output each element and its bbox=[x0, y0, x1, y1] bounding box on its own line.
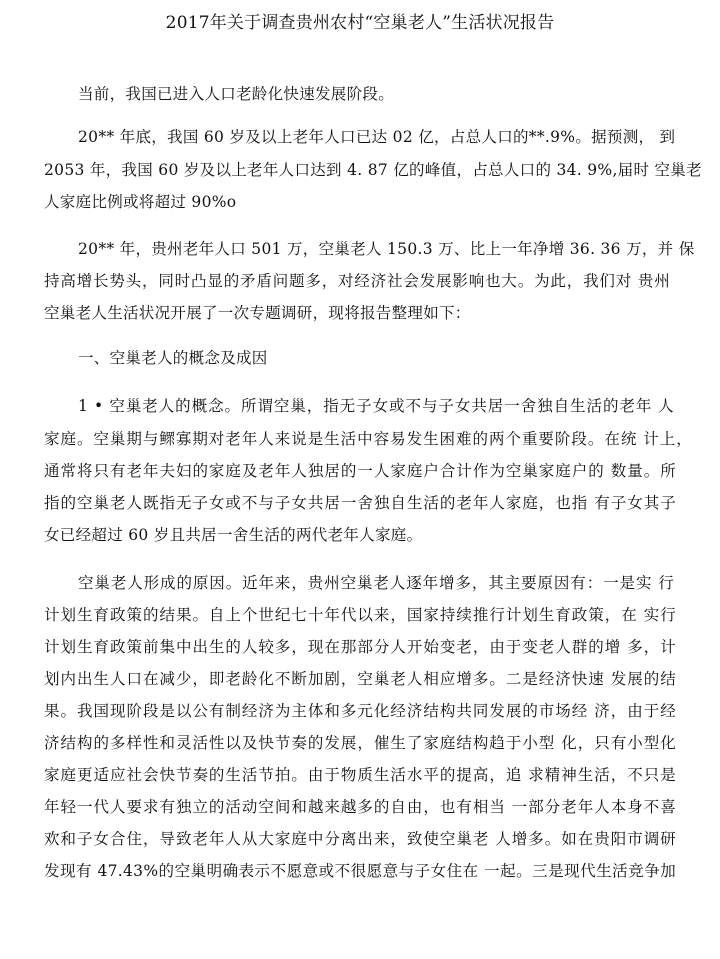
paragraph-line: 当前，我国已进入人口老龄化快速发展阶段。 bbox=[78, 85, 395, 103]
paragraph-line: 人家庭比例或将超过 90%o bbox=[44, 193, 237, 211]
paragraph-line: 指的空巢老人既指无子女或不与子女共居一舍独自生活的老年人家庭，也指 有子女其子 bbox=[44, 494, 676, 512]
paragraph-line: 空巢老人形成的原因。近年来，贵州空巢老人逐年增多，其主要原因有：一是实 行 bbox=[78, 574, 674, 592]
paragraph-line: 划内出生人口在减少，即老龄化不断加剧，空巢老人相应增多。二是经济快速 发展的结 bbox=[44, 670, 676, 688]
paragraph-line: 女已经超过 60 岁且共居一舍生活的两代老年人家庭。 bbox=[44, 526, 423, 544]
paragraph-line: 家庭。空巢期与鳏寡期对老年人来说是生活中容易发生困难的两个重要阶段。在统 计上， bbox=[44, 430, 692, 448]
paragraph-line: 通常将只有老年夫妇的家庭及老年人独居的一人家庭户合计作为空巢家庭户的 数量。所 bbox=[44, 462, 676, 480]
paragraph-line: 济结构的多样性和灵活性以及快节奏的发展，催生了家庭结构趋于小型 化，只有小型化 bbox=[44, 734, 676, 752]
paragraph-line: 果。我国现阶段是以公有制经济为主体和多元化经济结构共同发展的市场经 济，由于经 bbox=[44, 702, 676, 720]
paragraph-line: 家庭更适应社会快节奏的生活节拍。由于物质生活水平的提高，追 求精神生活，不只是 bbox=[44, 766, 676, 784]
paragraph-line: 20** 年底，我国 60 岁及以上老年人口已达 02 亿，占总人口的**.9%。据预测， 到 bbox=[78, 128, 676, 146]
paragraph-line: 2053 年，我国 60 岁及以上老年人口达到 4. 87 亿的峰值，占总人口的 34. 9%,届时 空巢老 bbox=[44, 161, 702, 179]
paragraph-line: 空巢老人生活状况开展了一次专题调研，现将报告整理如下： bbox=[44, 304, 471, 322]
paragraph-line: 发现有 47.43%的空巢明确表示不愿意或不很愿意与子女住在 一起。三是现代生活竞争加 bbox=[44, 862, 676, 880]
section-heading: 一、空巢老人的概念及成因 bbox=[78, 349, 268, 367]
paragraph-line: 20** 年，贵州老年人口 501 万，空巢老人 150.3 万、比上一年净增 36. 36 万，并 保 bbox=[78, 240, 695, 258]
paragraph-line: 计划生育政策前集中出生的人较多，现在那部分人开始变老，由于变老人群的增 多，计 bbox=[44, 638, 676, 656]
paragraph-line: 计划生育政策的结果。自上个世纪七十年代以来，国家持续推行计划生育政策，在 实行 bbox=[44, 606, 676, 624]
paragraph-line: 欢和子女合住，导致老年人从大家庭中分离出来，致使空巢老 人增多。如在贵阳市调研 bbox=[44, 830, 676, 848]
paragraph-line: 持高增长势头，同时凸显的矛盾问题多，对经济社会发展影响也大。为此，我们对 贵州 bbox=[44, 272, 670, 290]
document-title: 2017年关于调查贵州农村“空巢老人”生活状况报告 bbox=[165, 13, 555, 33]
paragraph-line: 年轻一代人要求有独立的活动空间和越来越多的自由，也有相当 一部分老年人本身不喜 bbox=[44, 798, 676, 816]
paragraph-line: 1 • 空巢老人的概念。所谓空巢，指无子女或不与子女共居一舍独自生活的老年 人 bbox=[78, 397, 674, 415]
